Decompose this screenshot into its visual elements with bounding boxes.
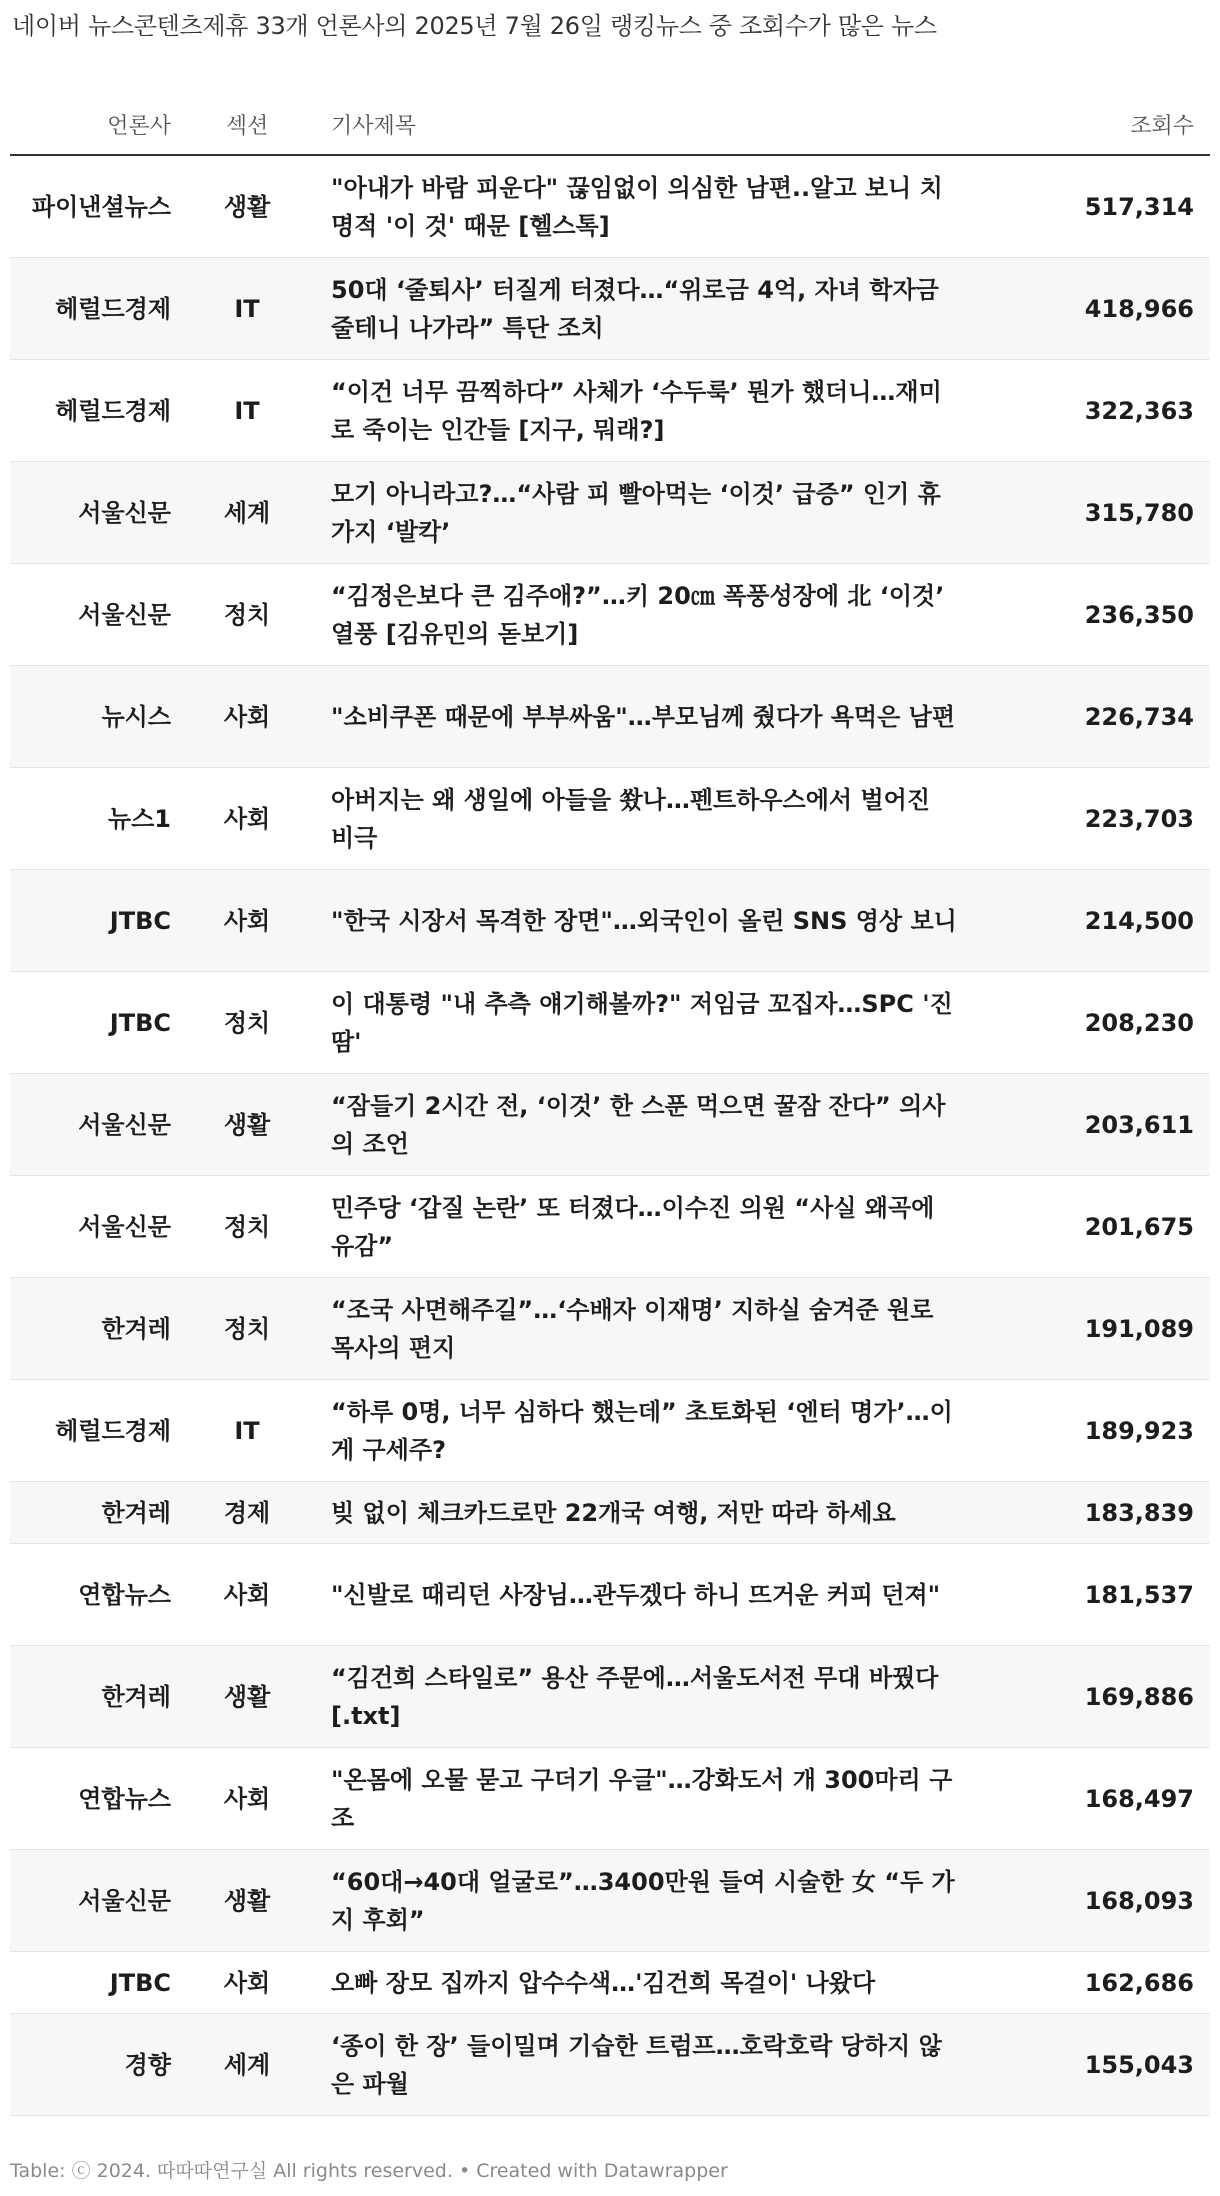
views-cell: 517,314 <box>1084 192 1194 221</box>
views-cell: 183,839 <box>1084 1498 1194 1527</box>
press-cell: 서울신문 <box>78 498 171 527</box>
press-cell: 서울신문 <box>78 1110 171 1139</box>
table-row <box>10 564 1210 666</box>
table-row <box>10 1544 1210 1646</box>
views-cell: 322,363 <box>1084 396 1194 425</box>
press-cell: JTBC <box>109 1008 171 1037</box>
table-row <box>10 2014 1210 2116</box>
section-cell: 사회 <box>223 1580 271 1609</box>
section-cell: IT <box>234 1416 260 1445</box>
press-cell: 서울신문 <box>78 1886 171 1915</box>
table-header-row <box>10 94 1210 155</box>
views-cell: 169,886 <box>1084 1682 1194 1711</box>
headline-cell: “잠들기 2시간 전, ‘이것’ 한 스푼 먹으면 꿀잠 잔다” 의사의 조언 <box>331 1091 946 1158</box>
table-row <box>10 666 1210 768</box>
table-row <box>10 1176 1210 1278</box>
column-header-section[interactable]: 섹션 <box>185 94 323 155</box>
press-cell: 파이낸셜뉴스 <box>31 192 171 221</box>
views-cell: 214,500 <box>1084 906 1194 935</box>
section-cell: 경제 <box>223 1498 271 1527</box>
table-footer: Table: ⓒ 2024. 따따따연구실 All rights reserved. • Created with Datawrapper <box>10 2160 728 2182</box>
headline-cell: “60대→40대 얼굴로”…3400만원 들여 시술한 女 “두 가지 후회” <box>331 1867 955 1934</box>
press-cell: 연합뉴스 <box>78 1784 171 1813</box>
press-cell: 경향 <box>124 2050 171 2079</box>
table-body <box>10 155 1210 2116</box>
table-row <box>10 1380 1210 1482</box>
views-cell: 168,093 <box>1084 1886 1194 1915</box>
headline-cell: "소비쿠폰 때문에 부부싸움"…부모님께 줬다가 욕먹은 남편 <box>331 702 956 731</box>
section-cell: 사회 <box>223 804 271 833</box>
table-row <box>10 1482 1210 1544</box>
section-cell: 정치 <box>223 1008 271 1037</box>
views-cell: 236,350 <box>1084 600 1194 629</box>
press-cell: 헤럴드경제 <box>55 1416 171 1445</box>
headline-cell: 오빠 장모 집까지 압수수색…'김건희 목걸이' 나왔다 <box>331 1968 876 1997</box>
views-cell: 201,675 <box>1084 1212 1194 1241</box>
views-cell: 191,089 <box>1084 1314 1194 1343</box>
views-cell: 181,537 <box>1084 1580 1194 1609</box>
column-header-press[interactable]: 언론사 <box>10 94 185 155</box>
views-cell: 189,923 <box>1084 1416 1194 1445</box>
press-cell: 한겨레 <box>101 1498 171 1527</box>
column-header-views[interactable]: 조회수 <box>980 94 1210 155</box>
headline-cell: 50대 ‘줄퇴사’ 터질게 터졌다…“위로금 4억, 자녀 학자금 줄테니 나가라” 특단 조치 <box>331 275 939 342</box>
headline-cell: “김건희 스타일로” 용산 주문에…서울도서전 무대 바꿨다 [.txt] <box>331 1663 939 1730</box>
table-row <box>10 972 1210 1074</box>
table-row <box>10 258 1210 360</box>
headline-cell: “이건 너무 끔찍하다” 사체가 ‘수두룩’ 뭔가 했더니…재미로 죽이는 인간들 [지구, 뭐래?] <box>331 377 942 444</box>
headline-cell: “하루 0명, 너무 심하다 했는데” 초토화된 ‘엔터 명가’…이게 구세주? <box>331 1397 953 1464</box>
press-cell: 서울신문 <box>78 600 171 629</box>
section-cell: 생활 <box>223 1110 271 1139</box>
section-cell: 세계 <box>223 2050 271 2079</box>
table-row <box>10 155 1210 258</box>
ranking-news-table <box>10 94 1210 2116</box>
table-row <box>10 360 1210 462</box>
section-cell: 생활 <box>223 192 271 221</box>
views-cell: 223,703 <box>1084 804 1194 833</box>
table-row <box>10 870 1210 972</box>
views-cell: 418,966 <box>1084 294 1194 323</box>
views-cell: 208,230 <box>1084 1008 1194 1037</box>
table-row <box>10 1952 1210 2014</box>
press-cell: 뉴시스 <box>101 702 171 731</box>
section-cell: 정치 <box>223 1314 271 1343</box>
views-cell: 315,780 <box>1084 498 1194 527</box>
column-header-headline[interactable]: 기사제목 <box>323 94 980 155</box>
headline-cell: 이 대통령 "내 추측 얘기해볼까?" 저임금 꼬집자…SPC '진땀' <box>331 989 953 1056</box>
headline-cell: "아내가 바람 피운다" 끊임없이 의심한 남편..알고 보니 치명적 '이 것' 때문 [헬스톡] <box>331 173 943 240</box>
section-cell: 사회 <box>223 906 271 935</box>
table-row <box>10 1074 1210 1176</box>
table-row <box>10 1278 1210 1380</box>
table-row <box>10 1646 1210 1748</box>
section-cell: 정치 <box>223 600 271 629</box>
section-cell: IT <box>234 396 260 425</box>
views-cell: 162,686 <box>1084 1968 1194 1997</box>
press-cell: 한겨레 <box>101 1682 171 1711</box>
section-cell: 사회 <box>223 1968 271 1997</box>
section-cell: 생활 <box>223 1886 271 1915</box>
section-cell: 정치 <box>223 1212 271 1241</box>
headline-cell: ‘종이 한 장’ 들이밀며 기습한 트럼프…호락호락 당하지 않은 파월 <box>331 2031 942 2098</box>
section-cell: IT <box>234 294 260 323</box>
table-title: 네이버 뉴스콘텐츠제휴 33개 언론사의 2025년 7월 26일 랭킹뉴스 중 조회수가 많은 뉴스 <box>12 12 937 40</box>
section-cell: 생활 <box>223 1682 271 1711</box>
section-cell: 세계 <box>223 498 271 527</box>
press-cell: 한겨레 <box>101 1314 171 1343</box>
table-row <box>10 1850 1210 1952</box>
views-cell: 168,497 <box>1084 1784 1194 1813</box>
headline-cell: 아버지는 왜 생일에 아들을 쐈나…펜트하우스에서 벌어진 비극 <box>331 785 931 852</box>
headline-cell: 모기 아니라고?…“사람 피 빨아먹는 ‘이것’ 급증” 인기 휴가지 ‘발칵’ <box>331 479 941 546</box>
press-cell: 연합뉴스 <box>78 1580 171 1609</box>
headline-cell: "한국 시장서 목격한 장면"…외국인이 올린 SNS 영상 보니 <box>331 906 957 935</box>
views-cell: 155,043 <box>1084 2050 1194 2079</box>
section-cell: 사회 <box>223 1784 271 1813</box>
press-cell: 서울신문 <box>78 1212 171 1241</box>
headline-cell: "온몸에 오물 묻고 구더기 우글"…강화도서 개 300마리 구조 <box>331 1765 953 1832</box>
press-cell: JTBC <box>109 1968 171 1997</box>
views-cell: 203,611 <box>1084 1110 1194 1139</box>
section-cell: 사회 <box>223 702 271 731</box>
views-cell: 226,734 <box>1084 702 1194 731</box>
headline-cell: 빚 없이 체크카드로만 22개국 여행, 저만 따라 하세요 <box>331 1498 896 1527</box>
press-cell: 뉴스1 <box>107 804 171 833</box>
table-row <box>10 768 1210 870</box>
table-row <box>10 1748 1210 1850</box>
table-row <box>10 462 1210 564</box>
press-cell: 헤럴드경제 <box>55 396 171 425</box>
headline-cell: 민주당 ‘갑질 논란’ 또 터졌다…이수진 의원 “사실 왜곡에 유감” <box>331 1193 935 1260</box>
press-cell: JTBC <box>109 906 171 935</box>
headline-cell: “조국 사면해주길”…‘수배자 이재명’ 지하실 숨겨준 원로 목사의 편지 <box>331 1295 934 1362</box>
press-cell: 헤럴드경제 <box>55 294 171 323</box>
headline-cell: "신발로 때리던 사장님…관두겠다 하니 뜨거운 커피 던져" <box>331 1580 941 1609</box>
headline-cell: “김정은보다 큰 김주애?”…키 20㎝ 폭풍성장에 北 ‘이것’ 열풍 [김유민의 돋보기] <box>331 581 945 648</box>
